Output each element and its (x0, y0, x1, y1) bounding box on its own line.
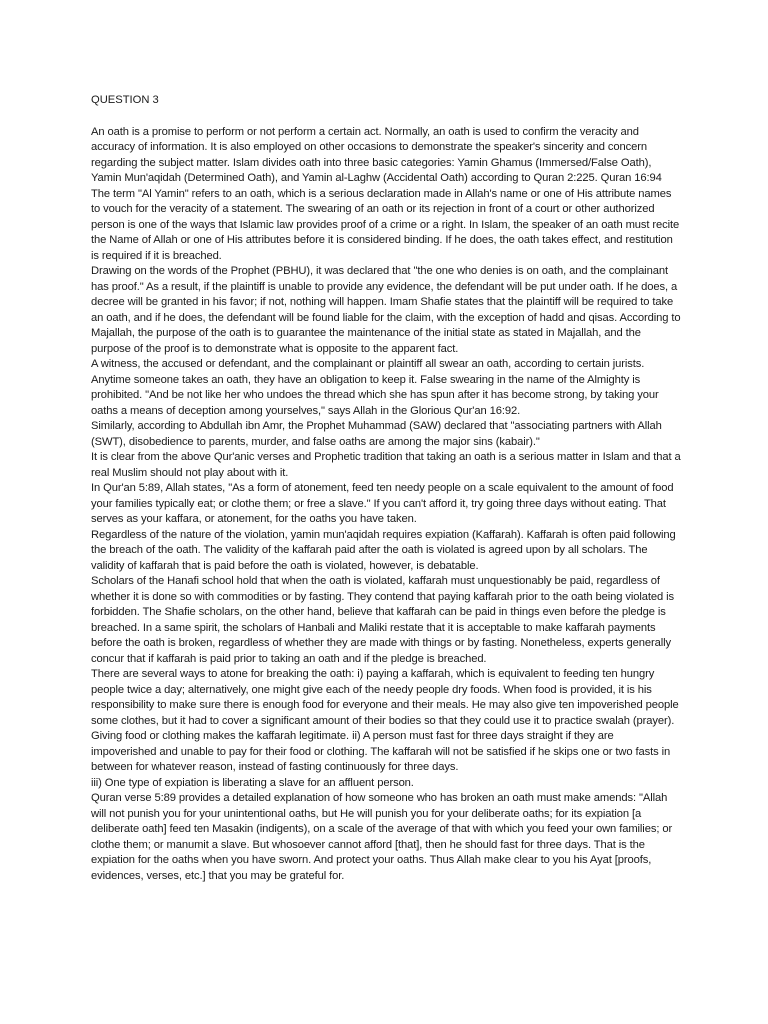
paragraph-oath-definition: An oath is a promise to perform or not perform a certain act. Normally, an oath is used to confirm the veracity and accuracy of information. It is also employed on other occasions to demonstrate the speaker's sincerity and concern regarding the subject matter. Islam divides oath into three basic categories: Yamin Ghamus (Immersed/False Oath), Yamin Mun'aqidah (Determined Oath), and Yamin al-Laghw (Accidental Oath) according to Quran 2:225. Quran 16:94 (91, 125, 662, 184)
paragraph-kaffarah-expiation: Regardless of the nature of the violation, yamin mun'aqidah requires expiation (Kaffarah). Kaffarah is often paid following the breach of the oath. The validity of the kaffarah paid after the oath is violated is agreed upon by all scholars. The validity of kaffarah that is paid before the oath is violated, however, is debatable. (91, 528, 676, 572)
document-body (91, 93, 681, 884)
paragraph-liberating-slave: iii) One type of expiation is liberating a slave for an affluent person. (91, 776, 414, 789)
paragraph-quran-5-89: In Qur'an 5:89, Allah states, "As a form of atonement, feed ten needy people on a scale equivalent to the amount of food your families typically eat; or clothe them; or free a slave." If you can't afford it, try going three days without eating. That serves as your kaffara, or atonement, for the oaths you have taken. (91, 482, 674, 525)
paragraph-verse-explanation: Quran verse 5:89 provides a detailed explanation of how someone who has broken an oath must make amends: "Allah will not punish you for your unintentional oaths, but He will punish you for your deliberate oaths; for its expiation [a deliberate oath] feed ten Masakin (indigents), on a scale of the average of that with which you feed your own families; or clothe them; or manumit a slave. But whosoever cannot afford [that], then he should fast for three days. That is the expiation for the oaths when you have sworn. And protect your oaths. Thus Allah make clear to you his Ayat [proofs, evidences, verses, etc.] that you may be grateful for. (91, 792, 673, 882)
paragraph-prophet-words: Drawing on the words of the Prophet (PBHU), it was declared that "the one who denies is on oath, and the complainant has proof." As a result, if the plaintiff is unable to provide any evidence, the defendant will be put under oath. If he does, a decree will be granted in his favor; if not, nothing will happen. Imam Shafie states that the plaintiff will be required to take an oath, and if he does, the defendant will be found liable for the claim, with the exception of hadd and qisas. According to Majallah, the purpose of the oath is to guarantee the maintenance of the initial state as stated in Majallah, and the purpose of the proof is to demonstrate what is opposite to the apparent fact. (91, 265, 681, 355)
paragraph-serious-matter: It is clear from the above Qur'anic verses and Prophetic tradition that taking an oath is a serious matter in Islam and that a real Muslim should not play about with it. (91, 451, 681, 479)
paragraph-ways-to-atone: There are several ways to atone for breaking the oath: i) paying a kaffarah, which is equivalent to feeding ten hungry people twice a day; alternatively, one might give each of the needy people dry foods. When food is provided, it is his responsibility to make sure there is enough food for everyone and their meals. He may also give ten impoverished people some clothes, but it had to cover a significant amount of their bodies so that they could use it to practice swalah (prayer). Giving food or clothing makes the kaffarah legitimate. ii) A person must fast for three days straight if they are impoverished and unable to pay for their food or clothing. The kaffarah will not be satisfied if he skips one or two fasts in between for whatever reason, instead of fasting continuously for three days. (91, 668, 679, 773)
paragraph-hanafi-school: Scholars of the Hanafi school hold that when the oath is violated, kaffarah must unquestionably be paid, regardless of whether it is done so with commodities or by fasting. They contend that paying kaffarah prior to the oath being violated is forbidden. The Shafie scholars, on the other hand, believe that kaffarah can be paid in things even before the pledge is breached. In a same spirit, the scholars of Hanbali and Maliki restate that it is acceptable to make kaffarah payments before the oath is broken, regardless of whether they are made with things or by fasting. Nonetheless, experts generally concur that if kaffarah is paid prior to taking an oath and if the pledge is breached. (91, 575, 675, 665)
paragraph-witness: A witness, the accused or defendant, and the complainant or plaintiff all swear an oath, according to certain jurists. Anytime someone takes an oath, they have an obligation to keep it. False swearing in the name of the Almighty is prohibited. "And be not like her who undoes the thread which she has spun after it has become strong, by taking your oaths a means of deception among yourselves," says Allah in the Glorious Qur'an 16:92. (91, 358, 659, 417)
paragraph-al-yamin: The term "Al Yamin" refers to an oath, which is a serious declaration made in Allah's name or one of His attribute names to vouch for the veracity of a statement. The swearing of an oath or its rejection in front of a court or other authorized person is one of the ways that Islamic law provides proof of a crime or a right. In Islam, the speaker of an oath must recite the Name of Allah or one of His attributes before it is considered binding. If he does, the oath takes effect, and restitution is required if it is breached. (91, 187, 680, 262)
paragraph-abdullah-ibn-amr: Similarly, according to Abdullah ibn Amr, the Prophet Muhammad (SAW) declared that "associating partners with Allah (SWT), disobedience to parents, murder, and false oaths are among the major sins (kabair)." (91, 420, 662, 448)
question-heading: QUESTION 3 (91, 94, 159, 106)
